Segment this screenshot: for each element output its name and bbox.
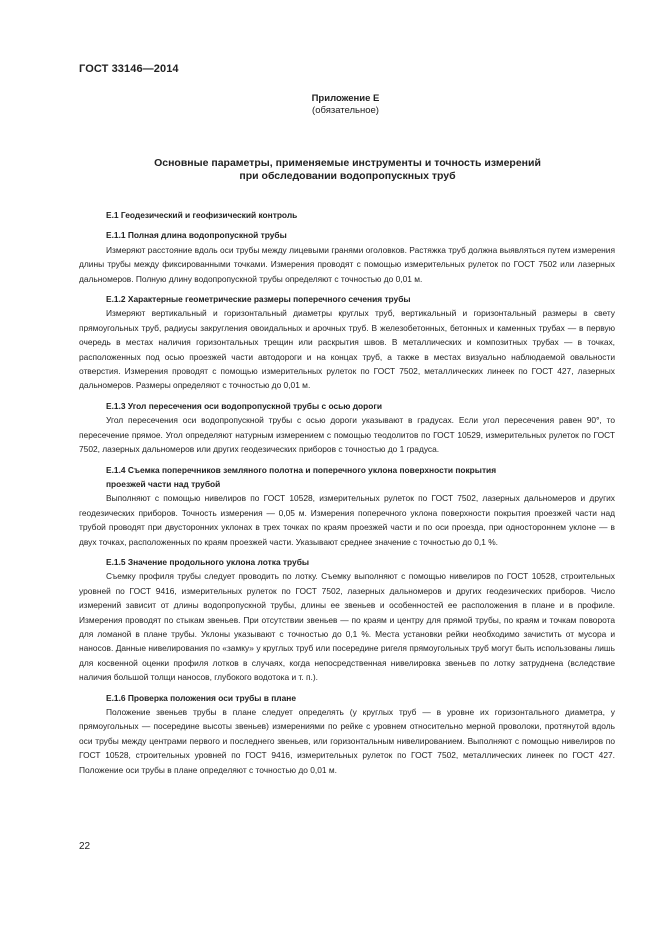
paragraph: Выполняют с помощью нивелиров по ГОСТ 10528, измерительных рулеток по ГОСТ 7502, лазерных дальномеров и других геодезических приборов. Точность измерения — 0,05 м. Измерения поперечного уклона поверхности покрытия проезжей части над трубой проводят при двусторонних уклонах в трех точках по краям проезжей части и по оси проезда, при одностороннем уклоне — в двух точках, расположенных по краям проезжей части. Указывают среднее значение с точностью до 0,1 %. [79,493,615,547]
paragraph: Съемку профиля трубы следует проводить по лотку. Съемку выполняют с помощью нивелиров по ГОСТ 10528, строительных уровней по ГОСТ 9416, измерительных рулеток по ГОСТ 7502, лазерных дальномеров и других геодезических приборов. Число измерений зависит от длины водопропускной трубы, длины ее звеньев и особенностей ее расположения в плане и в профиле. Измерения проводят по стыкам звеньев. При отсутствии звеньев — по краям и центру для прямой трубы, по краям и точкам поворота для ломаной в плане трубы. Уклоны указывают с точностью до 0,1 %. Места установки рейки необходимо зачистить от мусора и наносов. Данные нивелирования по «замку» у круглых труб или посередине ригеля прямоугольных труб могут быть использованы лишь для косвенной оценки профиля лотков в случаях, когда непосредственная нивелировка звеньев по лотку затруднена (вследствие наличия большой толщи наносов, глубокого водотока и т. п.). [79,571,615,683]
page-number: 22 [79,841,91,852]
subsection-heading: Е.1.1 Полная длина водопропускной трубы [106,230,287,241]
appendix-title: Приложение Е [311,93,380,104]
subsection-heading: Е.1.6 Проверка положения оси трубы в плане [106,692,296,703]
title-line-2: при обследовании водопропускных труб [239,170,456,182]
subsection-heading: Е.1.2 Характерные геометрические размеры поперечного сечения трубы [106,294,411,305]
document-body [79,208,615,777]
paragraph: Положение звеньев трубы в плане следует определять (у круглых труб — в уровне их горизонтального диаметра, у прямоугольных — посередине высоты звеньев) измерениями по рейке с уровнем относительно мерной проволоки, протянутой вдоль оси трубы между центрами первого и последнего звеньев, или горизонтальным нивелированием. Выполняют с помощью нивелиров по ГОСТ 10528, строительных уровней по ГОСТ 9416, измерительных рулеток по ГОСТ 7502, металлических линеек по ГОСТ 427. Положение оси трубы в плане определяют с точностью до 0,01 м. [79,707,615,775]
standard-number: ГОСТ 33146—2014 [79,63,179,75]
paragraph: Измеряют расстояние вдоль оси трубы между лицевыми гранями оголовков. Растяжка труб должна выявляться путем измерения длины трубы между фиксированными точками. Измерения проводят с помощью измерительных рулеток по ГОСТ 7502 или лазерных дальномеров. Полную длину водопропускной трубы определяют с точностью до 0,01 м. [79,244,615,284]
subsection-heading: Е.1.4 Съемка поперечников земляного полотна и поперечного уклона поверхности покрытия [106,464,497,475]
subsection-heading-continued: проезжей части над трубой [106,478,221,489]
document-title [0,157,661,183]
title-line-1: Основные параметры, применяемые инструменты и точность измерений [154,157,541,169]
section-heading: Е.1 Геодезический и геофизический контроль [106,210,298,220]
subsection-heading: Е.1.3 Угол пересечения оси водопропускной трубы с осью дороги [106,400,383,411]
paragraph: Угол пересечения оси водопропускной трубы с осью дороги указывают в градусах. Если угол пересечения равен 90°, то пересечение прямое. Угол определяют натурным измерением с помощью теодолитов по ГОСТ 10529, измерительных рулеток по ГОСТ 7502, лазерных дальномеров или других геодезических приборов с точностью до 1 градуса. [79,415,615,455]
appendix-status: (обязательное) [312,105,379,116]
subsection-heading: Е.1.5 Значение продольного уклона лотка трубы [106,556,310,567]
paragraph: Измеряют вертикальный и горизонтальный диаметры круглых труб, вертикальный и горизонтальный размеры в свету прямоугольных труб, радиусы закругления овоидальных и арочных труб. В железобетонных, бетонных и каменных трубах — в первую очередь в местах наличия горизонтальных трещин или раскрытия швов. В металлических и композитных трубах — в точках, расположенных под осью проезжей части автодороги и на концах труб, а также в местах визуально наблюдаемой овальности отверстия. Измерения проводят с помощью измерительных рулеток по ГОСТ 7502, металлических линеек по ГОСТ 427, лазерных дальномеров. Размеры определяют с точностью до 0,01 м. [79,308,615,391]
